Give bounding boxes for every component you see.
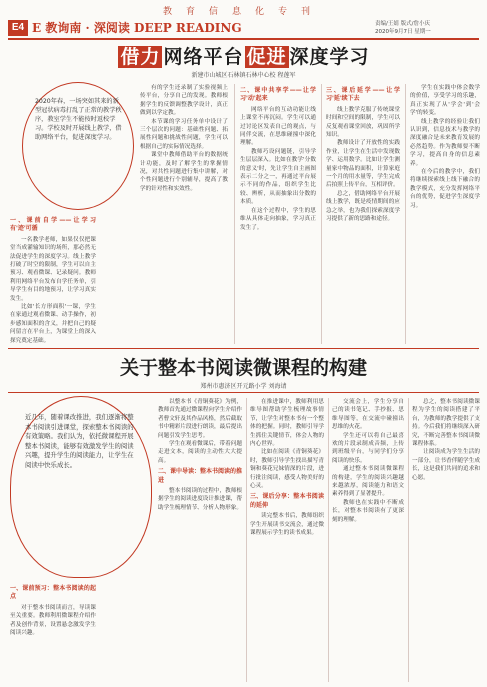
column-divider bbox=[246, 398, 247, 682]
paragraph: 交流会上，学生分享自己的读书笔记、手抄报、思维导图等，在交流中碰撞出思维的火花。 bbox=[332, 399, 404, 431]
article2-headline: 关于整本书阅读微课程的构建 bbox=[119, 357, 367, 379]
section-heading: 一、课前预习：整本书阅读的起点 bbox=[10, 585, 96, 601]
paragraph: 比如在阅读《青铜葵花》时，教师引导学生找出描写青铜和葵花兄妹情深的片段，进行批注阅读，感受人物美好的心灵。 bbox=[250, 449, 324, 490]
column-divider bbox=[321, 84, 322, 344]
paragraph: 课堂中教师借助平台的数据统计功能，及时了解学生的掌握情况，对共性问题进行集中讲解，对个性问题进行个别辅导，提高了教学的针对性和实效性。 bbox=[140, 152, 228, 192]
paragraph: 比如'长方形面积'一课，学生在家通过观看微课、动手操作，初步感知面积的含义，并把自己的疑问留言在平台上，为课堂上的深入探究奠定基础。 bbox=[10, 304, 96, 344]
paragraph: 总之，借助网络平台开展线上教学，既是疫情期间的应急之举，也为我们探索深度学习提供了新的思路和途径。 bbox=[326, 190, 400, 223]
paragraph: 教师设计了开放性的实践作业，让学生在生活中发现数学、运用数学。比如让学生测量家中物品的面积，计算家庭一个月的用水量等，学生完成后拍照上传平台，互相评价。 bbox=[326, 140, 400, 189]
section-heading: 一、课前自学——让学习有'迹'可循 bbox=[10, 217, 96, 233]
headline-part: 深度学习 bbox=[289, 46, 370, 68]
article-separator bbox=[8, 348, 479, 349]
article2-column-4 bbox=[332, 398, 404, 682]
headline-highlight-1: 借力 bbox=[120, 46, 161, 68]
section-heading: 二、课中共享学——让学习'动'起来 bbox=[240, 87, 316, 103]
paragraph: 在推进课中，教师利用思维导图帮助学生梳理故事情节，让学生对整本书有一个整体的把握。同时，教师引导学生抓住关键情节，体会人物的内心世界。 bbox=[250, 399, 324, 448]
paragraph: 在这个过程中，学生的思维从具体走向抽象，学习真正发生了。 bbox=[240, 207, 316, 231]
paragraph: 学生还可以将自己最喜欢的片段录制成音频，上传到班级平台，与同学们分享阅读的快乐。 bbox=[332, 432, 404, 464]
article2-rule bbox=[8, 392, 479, 393]
masthead-rule bbox=[8, 38, 479, 40]
column-divider bbox=[405, 84, 406, 344]
headline-highlight-2: 促进 bbox=[246, 46, 287, 68]
section-heading: 三、课后延学——让学习'延'续下去 bbox=[326, 87, 400, 103]
page-tag: E4 bbox=[8, 20, 28, 36]
paragraph: 一名教学老师，如果仅仅把课堂当成灌输知识的场所，那必然无法促进学生的深度学习。线上教学打破了时空的限制，学生可以自主预习、观看微课、记录疑问。教师利用网络平台发布自学任务单，引导学生有目的地预习，让学习真实发生。 bbox=[10, 236, 96, 302]
section-heading: 二、课中导读：整本书阅读的推进 bbox=[158, 468, 242, 484]
article1-intro: 2020年春，一场突如其来的新型冠状病毒打乱了正常的教学秩序，教室学生不能按时返校学习。学校及时开展线上教学，借助网络平台，促进深度学习。 bbox=[22, 82, 134, 210]
column-divider bbox=[328, 398, 329, 682]
paragraph: 学生在观看微课后，带着问题走进文本，阅读的主动性大大提高。 bbox=[158, 441, 242, 464]
paragraph: 学生在实践中体会数学的价值，享受学习的乐趣，真正实现了从'学会'到'会学'的转变。 bbox=[410, 85, 480, 117]
article1-column-1-lower bbox=[100, 214, 134, 344]
section-title: E 教询南 · 深阅读 DEEP READING bbox=[32, 21, 242, 35]
article2-column-2 bbox=[158, 398, 242, 682]
paragraph: 本节课的学习任务单中设计了三个层次的问题：基础性问题、拓展性问题和挑战性问题，学生可以根据自己的实际情况选择。 bbox=[140, 118, 228, 150]
editor-credit: 责编/王婧 版式/詹小庆 bbox=[375, 21, 430, 27]
article2-byline: 郑州市惠济区开元路小学 刘海请 bbox=[200, 383, 287, 390]
paragraph: 线上教学的经验让我们认识到，信息技术与教学的深度融合是未来教育发展的必然趋势。作为教师要不断学习，提高自身的信息素养。 bbox=[410, 118, 480, 167]
masthead-row bbox=[8, 20, 479, 38]
column-divider bbox=[234, 84, 235, 344]
article1-headline bbox=[0, 42, 487, 69]
paragraph: 网络平台的互动功能让线上课堂不再沉闷。学生可以通过讨论区发表自己的观点，与同伴交流，在思维碰撞中深化理解。 bbox=[240, 106, 316, 147]
paragraph: 在今后的教学中，我们将继续探索线上线下融合的教学模式，充分发挥网络平台的优势，促进学生深度学习。 bbox=[410, 169, 480, 209]
paragraph: 线上教学克服了传统课堂时间和空间的限制，学生可以反复观看课堂回放，巩固所学知识。 bbox=[326, 106, 400, 139]
article2-column-3 bbox=[250, 398, 324, 682]
article2-column-1 bbox=[10, 582, 96, 682]
article2-column-5 bbox=[412, 398, 480, 682]
paragraph: 以整本书《青铜葵花》为例，教师首先通过微课程向学生介绍作者曹文轩及其作品风格，然后截取书中精彩片段进行朗读，最后提出问题引发学生思考。 bbox=[158, 399, 242, 439]
paragraph: 让阅读成为学生生活的一部分，让书香伴随学生成长，这是我们共同的追求和心愿。 bbox=[412, 449, 480, 481]
article1-column-2 bbox=[140, 84, 228, 344]
column-divider bbox=[408, 398, 409, 682]
article1-column-3 bbox=[240, 84, 316, 344]
article1-column-1 bbox=[10, 214, 96, 344]
headline-part: 网络平台 bbox=[163, 46, 244, 68]
section-heading: 三、课后分享：整本书阅读的延伸 bbox=[250, 493, 324, 509]
masthead-title-bar: 教育信息化专刊 bbox=[162, 7, 324, 17]
paragraph: 对于整本书阅读而言，导读课至关重要。教师利用微课程介绍作者及创作背景，设置悬念激发学生阅读兴趣。 bbox=[10, 604, 96, 637]
article2-intro: 近几年，随着课改推进，我们逐渐将整本书阅读引进课堂，探索整本书阅读的有效策略。我们认为，依托微课程开展整本书阅读，能够有效激发学生的阅读兴趣，提升学生的阅读能力，让学生在阅读中快乐成长。 bbox=[10, 396, 152, 578]
paragraph: 有的学生还录制了实验视频上传平台，分享自己的发现。教师根据学生的反馈调整教学设计，真正做到以学定教。 bbox=[140, 85, 228, 117]
paragraph: 教师巧设问题链，引导学生层层深入。比如在教学'分数的意义'时，先让学生自主画图表示二分之一，再通过平台展示不同的作品，组织学生比较、辨析，从而抽象出分数的本质。 bbox=[240, 148, 316, 206]
article1-column-5 bbox=[410, 84, 480, 344]
paragraph: 读完整本书后，教师组织学生开展读书交流会，通过微课程展示学生的读书成果。 bbox=[250, 513, 324, 537]
paragraph: 总之，整本书阅读微课程为学生的阅读搭建了平台，为教师的教学提供了支持。今后我们将继续深入研究，不断完善整本书阅读微课程体系。 bbox=[412, 399, 480, 448]
article1-byline: 新建市山城区石林镇石林中心校 程莲军 bbox=[191, 72, 296, 79]
paragraph: 通过整本书阅读微课程的构建，学生的阅读兴趣越来越浓厚，阅读能力和语文素养得到了显著提升。 bbox=[332, 466, 404, 498]
masthead-meta bbox=[375, 20, 479, 36]
paragraph: 教师也在实践中不断成长，对整本书阅读有了更深刻的理解。 bbox=[332, 499, 404, 523]
article1-column-4 bbox=[326, 84, 400, 344]
issue-date: 2020年9月7日 星期一 bbox=[375, 29, 431, 35]
paragraph: 整本书阅读的过程中，教师根据学生的阅读进度设计推进课，帮助学生梳理情节、分析人物形象。 bbox=[158, 488, 242, 511]
